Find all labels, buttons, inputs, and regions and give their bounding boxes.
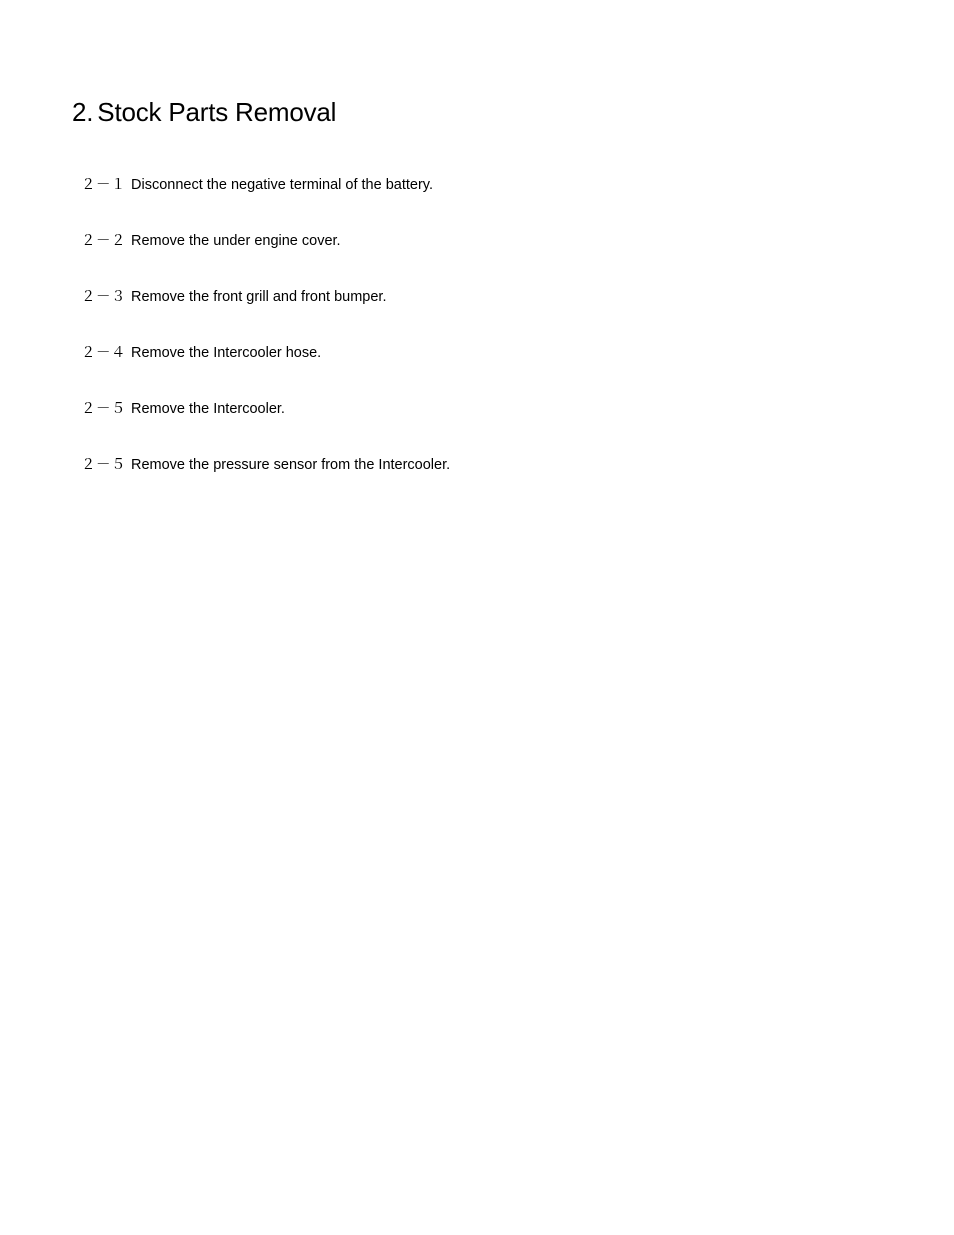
step-text: Remove the pressure sensor from the Intercooler. [131,457,451,473]
section-number: 2. [72,97,94,127]
step-text: Remove the under engine cover. [131,233,341,249]
step-number: ２－５ [81,401,126,417]
step-item [81,455,450,511]
step-number: ２－３ [81,289,126,305]
step-number: ２－５ [81,457,126,473]
step-number: ２－４ [81,345,126,361]
step-item [81,231,450,287]
step-list [81,175,450,511]
step-number: ２－２ [81,233,126,249]
step-text: Remove the Intercooler. [131,401,285,417]
step-item [81,175,450,231]
step-text: Remove the Intercooler hose. [131,345,322,361]
section-heading [72,95,336,129]
section-title: Stock Parts Removal [97,97,337,127]
step-item [81,343,450,399]
step-number: ２－１ [81,177,126,193]
step-item [81,287,450,343]
step-text: Disconnect the negative terminal of the battery. [131,177,433,193]
step-item [81,399,450,455]
step-text: Remove the front grill and front bumper. [131,289,387,305]
